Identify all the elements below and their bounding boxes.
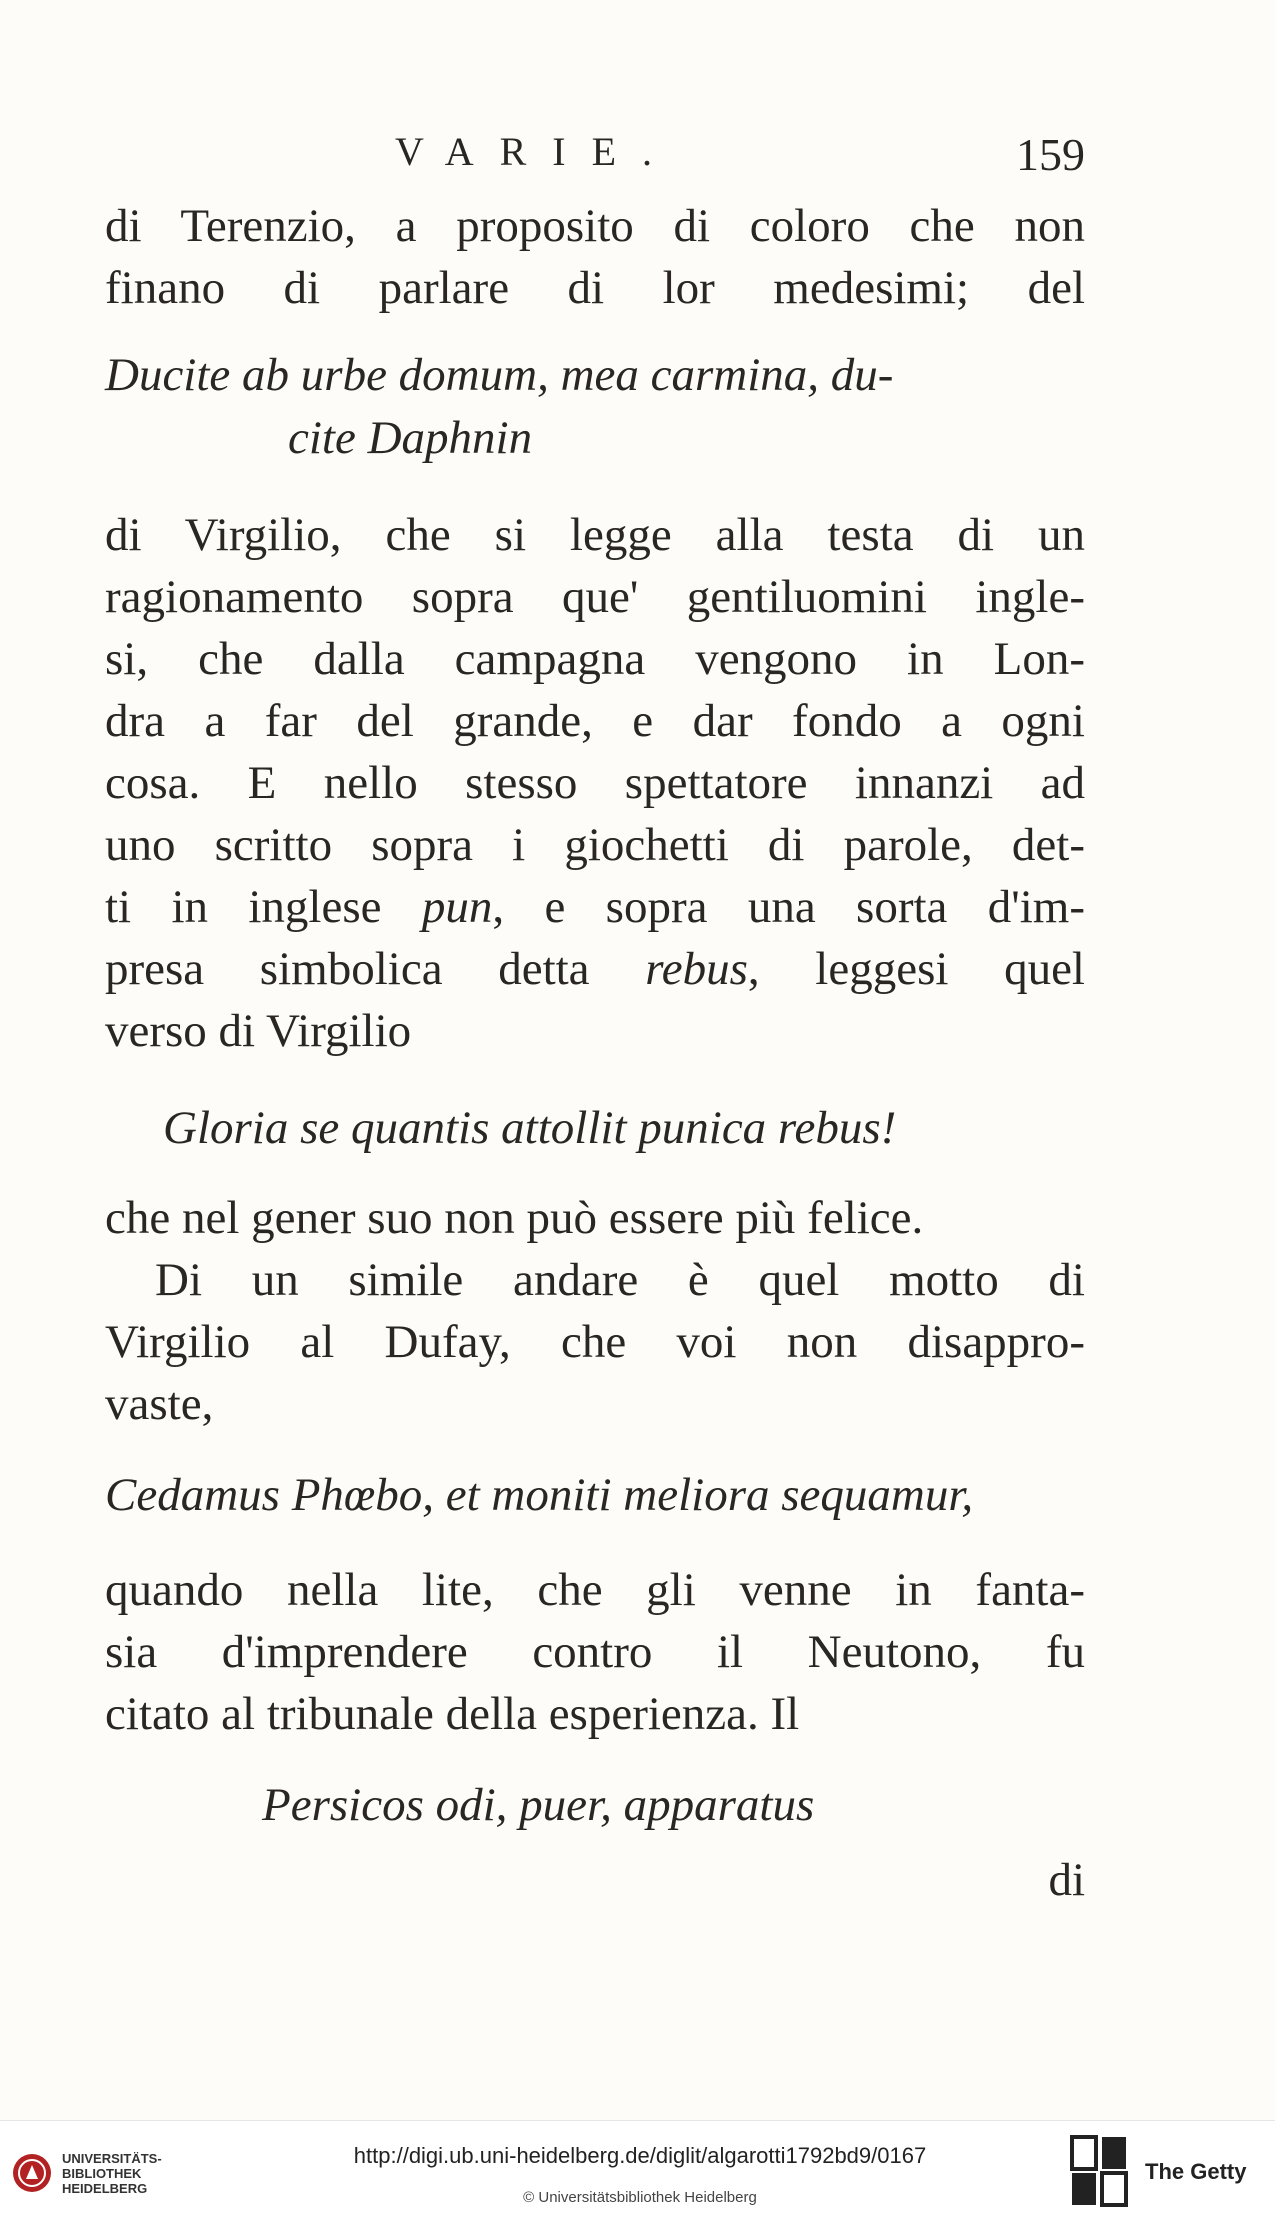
text-line: di Virgilio, che si legge alla testa di un xyxy=(105,509,1085,561)
institution-line: BIBLIOTHEK xyxy=(62,2166,142,2181)
text-line: finano di parlare di lor medesimi; del xyxy=(105,262,1085,314)
text-line: dra a far del grande, e dar fondo a ogni xyxy=(105,695,1085,747)
text-line: Virgilio al Dufay, che voi non disappro- xyxy=(105,1316,1085,1368)
text-line xyxy=(105,877,1085,937)
text-line: vaste, xyxy=(105,1378,214,1430)
text-line: si, che dalla campagna vengono in Lon- xyxy=(105,633,1085,685)
page-number: 159 xyxy=(1016,129,1085,180)
text-line: quando nella lite, che gli venne in fanta- xyxy=(105,1564,1085,1616)
verse-quote: Persicos odi, puer, apparatus xyxy=(262,1779,815,1831)
italic-word: rebus xyxy=(645,943,748,995)
institution-name xyxy=(62,2151,162,2196)
catchword: di xyxy=(1048,1854,1085,1906)
text-segment: presa simbolica detta xyxy=(105,943,646,995)
running-head: VARIE. xyxy=(395,129,679,174)
page-header xyxy=(395,128,1085,188)
text-line: ragionamento sopra que' gentiluomini ingle- xyxy=(105,571,1085,623)
verse-quote: Cedamus Phœbo, et moniti meliora sequamur, xyxy=(105,1469,974,1521)
verse-quote: Gloria se quantis attollit punica rebus! xyxy=(163,1102,897,1154)
copyright-notice: © Universitätsbibliothek Heidelberg xyxy=(523,2189,757,2206)
partner-name: The Getty xyxy=(1145,2159,1247,2184)
getty-logo-icon xyxy=(1070,2135,1128,2207)
permalink[interactable]: http://digi.ub.uni-heidelberg.de/diglit/algarotti1792bd9/0167 xyxy=(353,2143,927,2168)
text-line: che nel gener suo non può essere più felice. xyxy=(105,1192,924,1244)
text-segment: ti in inglese xyxy=(105,881,422,933)
university-seal-icon xyxy=(12,2151,52,2195)
text-line xyxy=(105,939,1085,999)
text-line: cosa. E nello stesso spettatore innanzi ad xyxy=(105,757,1085,809)
italic-word: pun xyxy=(421,881,493,933)
verse-quote: cite Daphnin xyxy=(288,412,533,464)
institution-line: UNIVERSITÄTS- xyxy=(62,2151,162,2166)
text-segment: , leggesi quel xyxy=(747,943,1085,995)
text-segment: , e sopra una sorta d'im- xyxy=(492,881,1085,933)
viewer-footer xyxy=(0,2120,1275,2225)
verse-quote: Ducite ab urbe domum, mea carmina, du- xyxy=(105,349,894,401)
text-line: sia d'imprendere contro il Neutono, fu xyxy=(105,1626,1085,1678)
institution-line: HEIDELBERG xyxy=(62,2181,148,2196)
text-line: citato al tribunale della esperienza. Il xyxy=(105,1688,800,1740)
text-line: uno scritto sopra i giochetti di parole, det- xyxy=(105,819,1085,871)
text-line: Di un simile andare è quel motto di xyxy=(155,1254,1085,1306)
text-line: di Terenzio, a proposito di coloro che non xyxy=(105,200,1085,252)
text-line: verso di Virgilio xyxy=(105,1005,412,1057)
